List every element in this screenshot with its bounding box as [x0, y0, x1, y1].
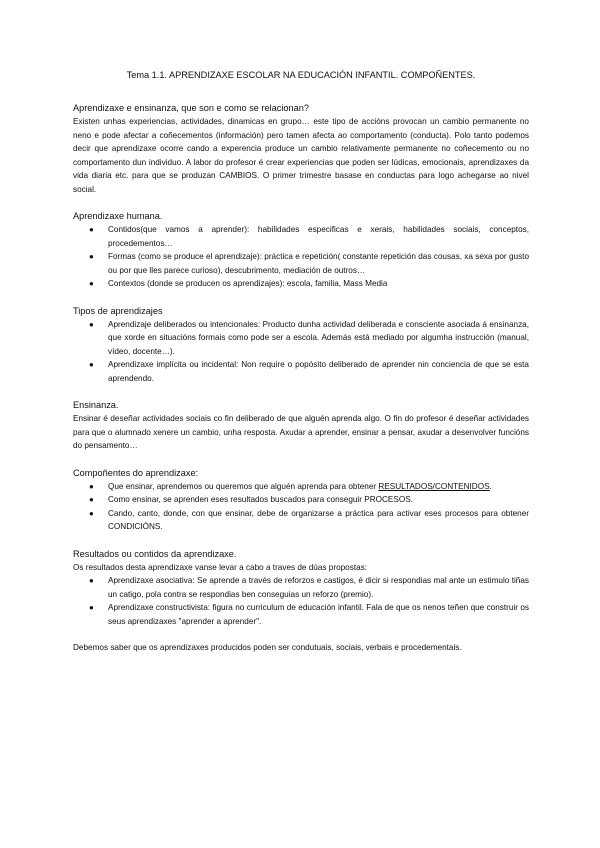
bullet-icon: ● [89, 279, 94, 288]
underlined-term: RESULTADOS/CONTENIDOS [378, 481, 490, 491]
section-teaching [73, 398, 529, 453]
section-learning-types [73, 304, 529, 386]
section-paragraph: Ensinar é deseñar actividades sociais co fin deliberado de que alguén aprenda algo. O fin do profesor é deseñar actividades para que o alumnado xenere un cambio, unha resposta. Axudar a aprender, ensinar a pensar, axudar a desenvolver funcións do pensamento… [73, 414, 529, 450]
list-item: ● Aprendizaxe constructivista: figura no curriculum de educación infantil. Fala de que os nenos teñen que construir os seus aprendizaxes "aprender a aprender". [89, 603, 529, 626]
list-item: ● Aprendizaxe implícita ou incidental: Non require o popósito deliberado de aprender nin conciencia de que se esta aprendendo. [89, 360, 529, 383]
bullet-list [73, 318, 529, 386]
bullet-icon: ● [89, 576, 94, 585]
list-item: ● Contextos (donde se producen os aprendizajes): escola, familia, Mass Media [108, 277, 529, 291]
section-heading: Aprendizaxe humana. [73, 211, 163, 221]
list-item: ● Aprendizaje deliberados ou intencionales: Producto dunha actividad deliberada e consciente asociada á ensinanza, que xorde en situacións formais como pode ser a escola. Además está mediado por algumha instrucción (manual, vídeo, docente…). [89, 319, 529, 356]
bullet-icon: ● [89, 508, 94, 518]
document-title: Tema 1.1. APRENDIZAXE ESCOLAR NA EDUCACIÓN INFANTIL. COMPOÑENTES. [126, 70, 476, 80]
list-item: ● Aprendizaxe asociativa: Se aprende a través de reforzos e castigos, é dicir si respondias mal ante un estimulo tiñas un catigo, pola contra se respondias ben conseguias un reforzo (premio). [89, 576, 529, 599]
list-item: ● Como ensinar, se aprenden eses resultados buscados para conseguir PROCESOS. [108, 493, 529, 507]
bullet-icon: ● [89, 225, 94, 234]
closing-paragraph: Debemos saber que os aprendizaxes producidos poden ser condutuais, sociais, verbais e procedementais. [73, 643, 462, 652]
bullet-icon: ● [89, 319, 94, 329]
section-heading: Compoñentes do aprendizaxe: [73, 467, 199, 478]
section-results [73, 547, 529, 629]
document-page [73, 68, 529, 655]
section-components [73, 466, 529, 534]
list-item: ● Formas (como se produce el aprendizaje): práctica e repetición( constante repetición das cousas, xa sexa por gusto ou por que lles parece curioso), descubrimento, mediación de outros… [89, 252, 529, 275]
section-heading: Tipos de aprendizajes [73, 305, 163, 316]
bullet-list [73, 223, 529, 291]
list-item: ● Cando, canto, donde, con que ensinar, debe de organizarse a práctica para activar eses procesos para obtener CONDICIÓNS. [89, 508, 529, 531]
list-item: ● Contidos(que vamos a aprender): habilidades especificas e xerais, habilidades sociais, conceptos, procedementos… [89, 225, 529, 248]
bullet-icon: ● [89, 603, 94, 612]
bullet-icon: ● [89, 360, 94, 369]
bullet-icon: ● [89, 481, 94, 491]
section-human-learning [73, 209, 529, 291]
section-learning-and-teaching [73, 101, 529, 196]
bullet-icon: ● [89, 252, 94, 261]
section-heading: Resultados ou contidos da aprendizaxe. [73, 548, 237, 559]
list-item: ● Que ensinar, aprendemos ou queremos que alguén aprenda para obtener RESULTADOS/CONTENIDOS. [108, 480, 529, 494]
section-heading: Ensinanza. [73, 400, 119, 410]
bullet-icon: ● [89, 495, 94, 504]
bullet-list [73, 480, 529, 534]
section-paragraph: Existen unhas experiencias, actividades, dinamicas en grupo… este tipo de accións provocan un cambio permanente no neno e pode afectar a coñecementos (información) pero tamen afecta ao comportamento (conducta). Polo tanto podemos decir que aprendizaxe ocorre cando a experencia produce un cambio relativamente permanente no coñecemento ou no comportamento dun individuo. A labor do profesor é crear experiencias que poden ser lúdicas, emocionais, aprendizaxes da vida diaria etc. para que se produzan CAMBIOS. O primer trimestre basase en conductas para logo achegarse ao nivel social. [73, 117, 529, 194]
bullet-list [73, 574, 529, 628]
section-heading: Aprendizaxe e ensinanza, que son e como se relacionan? [73, 103, 309, 113]
section-intro: Os resultados desta aprendizaxe vanse levar a cabo a traves de dúas propostas: [73, 562, 368, 572]
